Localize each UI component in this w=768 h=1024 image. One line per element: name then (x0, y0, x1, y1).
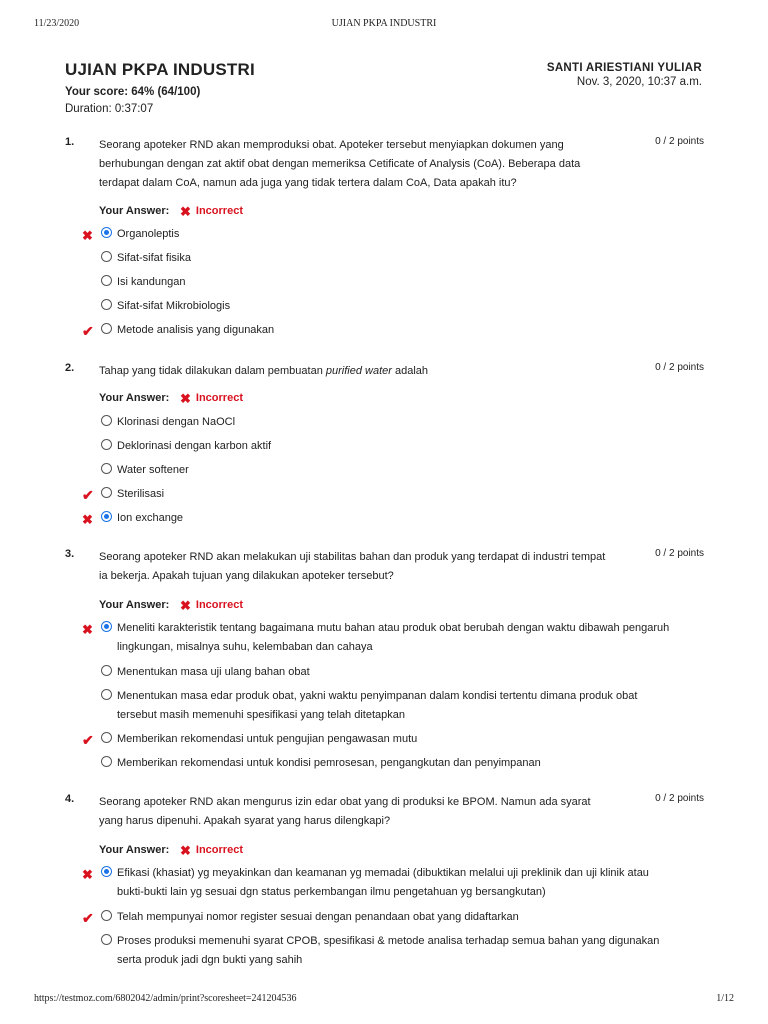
page-title: UJIAN PKPA INDUSTRI (65, 60, 255, 79)
question-text (99, 548, 619, 586)
option-text (117, 297, 707, 316)
print-title: UJIAN PKPA INDUSTRI (331, 18, 437, 29)
option-text-line: Sifat-sifat fisika (117, 252, 191, 264)
question-text-line: berhubungan dengan zat aktif obat dengan memeriksa Cetificate of Analysis (CoA). Beberapa data (99, 158, 581, 170)
option-text-line: Sterilisasi (117, 488, 165, 500)
option-text (117, 413, 707, 432)
option-text-line: Klorinasi dengan NaOCl (117, 416, 236, 428)
question-text-line: Seorang apoteker RND akan memproduksi obat. Apoteker tersebut menyiapkan dokumen yang (99, 139, 564, 151)
option-mark (82, 732, 98, 750)
question-number: 2. (65, 362, 75, 374)
option-text-line: Meneliti karakteristik tentang bagaimana mutu bahan atau produk obat berubah dengan waktu dibawah pengaruh (117, 622, 670, 634)
question-text-part: Tahap yang tidak dilakukan dalam pembuatan (99, 365, 326, 377)
x-mark-icon: ✖ (82, 512, 93, 527)
option-mark (82, 227, 98, 245)
option-mark (82, 910, 98, 928)
answer-status-text: Incorrect (195, 844, 243, 856)
radio-button[interactable] (101, 299, 112, 310)
option-text (117, 249, 707, 268)
x-mark-icon: ✖ (180, 391, 191, 406)
radio-selected[interactable] (101, 621, 112, 632)
option-text (117, 273, 707, 292)
option-mark (82, 866, 98, 884)
option-text (117, 864, 707, 902)
checkmark-icon: ✔ (82, 910, 94, 926)
option-text (117, 619, 707, 657)
option-text (117, 321, 707, 340)
your-answer-label: Your Answer: (99, 205, 170, 217)
radio-button[interactable] (101, 275, 112, 286)
question-text-line: Seorang apoteker RND akan melakukan uji stabilitas bahan dan produk yang terdapat di industri tempat (99, 551, 606, 563)
radio-button[interactable] (101, 665, 112, 676)
score-text: Your score: 64% (64/100) (65, 86, 201, 98)
option-text (117, 225, 707, 244)
option-mark (82, 511, 98, 529)
question-number: 1. (65, 136, 75, 148)
student-name: SANTI ARIESTIANI YULIAR (546, 62, 702, 74)
answer-status-text: Incorrect (195, 392, 243, 404)
option-mark (82, 323, 98, 341)
radio-button[interactable] (101, 251, 112, 262)
question-text-line: Seorang apoteker RND akan mengurus izin edar obat yang di produksi ke BPOM. Namun ada syarat (99, 796, 591, 808)
x-mark-icon: ✖ (180, 598, 191, 613)
option-text-line: lingkungan, misalnya suhu, kelembaban dan cahaya (117, 641, 373, 653)
checkmark-icon: ✔ (82, 323, 94, 339)
option-text-line: Deklorinasi dengan karbon aktif (117, 440, 272, 452)
option-text-line: Menentukan masa uji ulang bahan obat (117, 666, 310, 678)
question-points: 0 / 2 points (655, 136, 704, 147)
question-text (99, 362, 619, 381)
radio-button[interactable] (101, 732, 112, 743)
radio-button[interactable] (101, 439, 112, 450)
print-date: 11/23/2020 (34, 18, 80, 29)
option-text-line: Proses produksi memenuhi syarat CPOB, spesifikasi & metode analisa terhadap semua bahan yang digunakan (117, 935, 660, 947)
radio-selected[interactable] (101, 866, 112, 877)
option-text-line: Efikasi (khasiat) yg meyakinkan dan keamanan yg memadai (dibuktikan melalui uji preklinik dan uji klinik atau (117, 867, 649, 879)
x-mark-icon: ✖ (180, 204, 191, 219)
your-answer-label: Your Answer: (99, 599, 170, 611)
answer-status-text: Incorrect (195, 599, 243, 611)
option-text (117, 754, 707, 773)
print-page-number: 1/12 (716, 993, 734, 1004)
print-url: https://testmoz.com/6802042/admin/print?scoresheet=241204536 (34, 993, 297, 1004)
x-mark-icon: ✖ (180, 843, 191, 858)
radio-button[interactable] (101, 756, 112, 767)
option-text-line: serta produk jadi dgn bukti yang sahih (117, 954, 303, 966)
option-text-line: Sifat-sifat Mikrobiologis (117, 300, 231, 312)
question-text-line: yang harus dipenuhi. Apakah syarat yang harus dilengkapi? (99, 815, 391, 827)
question-text (99, 136, 619, 193)
option-text (117, 730, 707, 749)
option-text-line: Water softener (117, 464, 189, 476)
question-text-line: terdapat dalam CoA, namun ada juga yang tidak tertera dalam CoA, Data apakah itu? (99, 177, 517, 189)
question-text (99, 793, 619, 831)
option-mark (82, 487, 98, 505)
question-number: 4. (65, 793, 75, 805)
option-text (117, 485, 707, 504)
question-text-italic: purified water (325, 365, 392, 377)
radio-selected[interactable] (101, 511, 112, 522)
radio-button[interactable] (101, 487, 112, 498)
option-text (117, 932, 707, 970)
radio-button[interactable] (101, 689, 112, 700)
x-mark-icon: ✖ (82, 867, 93, 882)
answer-status (180, 844, 243, 857)
your-answer-label: Your Answer: (99, 844, 170, 856)
answer-status (180, 392, 243, 405)
answer-status (180, 599, 243, 612)
option-mark (82, 621, 98, 639)
option-text-line: Metode analisis yang digunakan (117, 324, 275, 336)
radio-button[interactable] (101, 323, 112, 334)
option-text-line: Telah mempunyai nomor register sesuai dengan penandaan obat yang didaftarkan (117, 911, 519, 923)
option-text-line: Menentukan masa edar produk obat, yakni waktu penyimpanan dalam kondisi tertentu dimana produk obat (117, 690, 638, 702)
option-text-line: Organoleptis (117, 228, 180, 240)
x-mark-icon: ✖ (82, 228, 93, 243)
option-text-line: tersebut masih memenuhi spesifikasi yang telah ditetapkan (117, 709, 405, 721)
answer-status (180, 205, 243, 218)
option-text-line: bukti-bukti lain yg sesuai dgn status perkembangan ilmu pengetahuan yg bersangkutan) (117, 886, 546, 898)
option-text (117, 461, 707, 480)
duration-text: Duration: 0:37:07 (65, 103, 154, 115)
checkmark-icon: ✔ (82, 732, 94, 748)
option-text-line: Ion exchange (117, 512, 184, 524)
x-mark-icon: ✖ (82, 622, 93, 637)
submission-datetime: Nov. 3, 2020, 10:37 a.m. (576, 76, 702, 88)
radio-button[interactable] (101, 463, 112, 474)
checkmark-icon: ✔ (82, 487, 94, 503)
option-text-line: Memberikan rekomendasi untuk pengujian pengawasan mutu (117, 733, 418, 745)
question-text-part: adalah (391, 365, 429, 377)
question-text-line: ia bekerja. Apakah tujuan yang dilakukan apoteker tersebut? (99, 570, 394, 582)
radio-selected[interactable] (101, 227, 112, 238)
radio-button[interactable] (101, 415, 112, 426)
option-text (117, 687, 707, 725)
option-text-line: Isi kandungan (117, 276, 186, 288)
question-points: 0 / 2 points (655, 548, 704, 559)
question-number: 3. (65, 548, 75, 560)
option-text (117, 908, 707, 927)
answer-status-text: Incorrect (195, 205, 243, 217)
your-answer-label: Your Answer: (99, 392, 170, 404)
question-points: 0 / 2 points (655, 362, 704, 373)
radio-button[interactable] (101, 934, 112, 945)
option-text (117, 509, 707, 528)
option-text (117, 437, 707, 456)
radio-button[interactable] (101, 910, 112, 921)
option-text (117, 663, 707, 682)
option-text-line: Memberikan rekomendasi untuk kondisi pemrosesan, pengangkutan dan penyimpanan (117, 757, 541, 769)
question-points: 0 / 2 points (655, 793, 704, 804)
